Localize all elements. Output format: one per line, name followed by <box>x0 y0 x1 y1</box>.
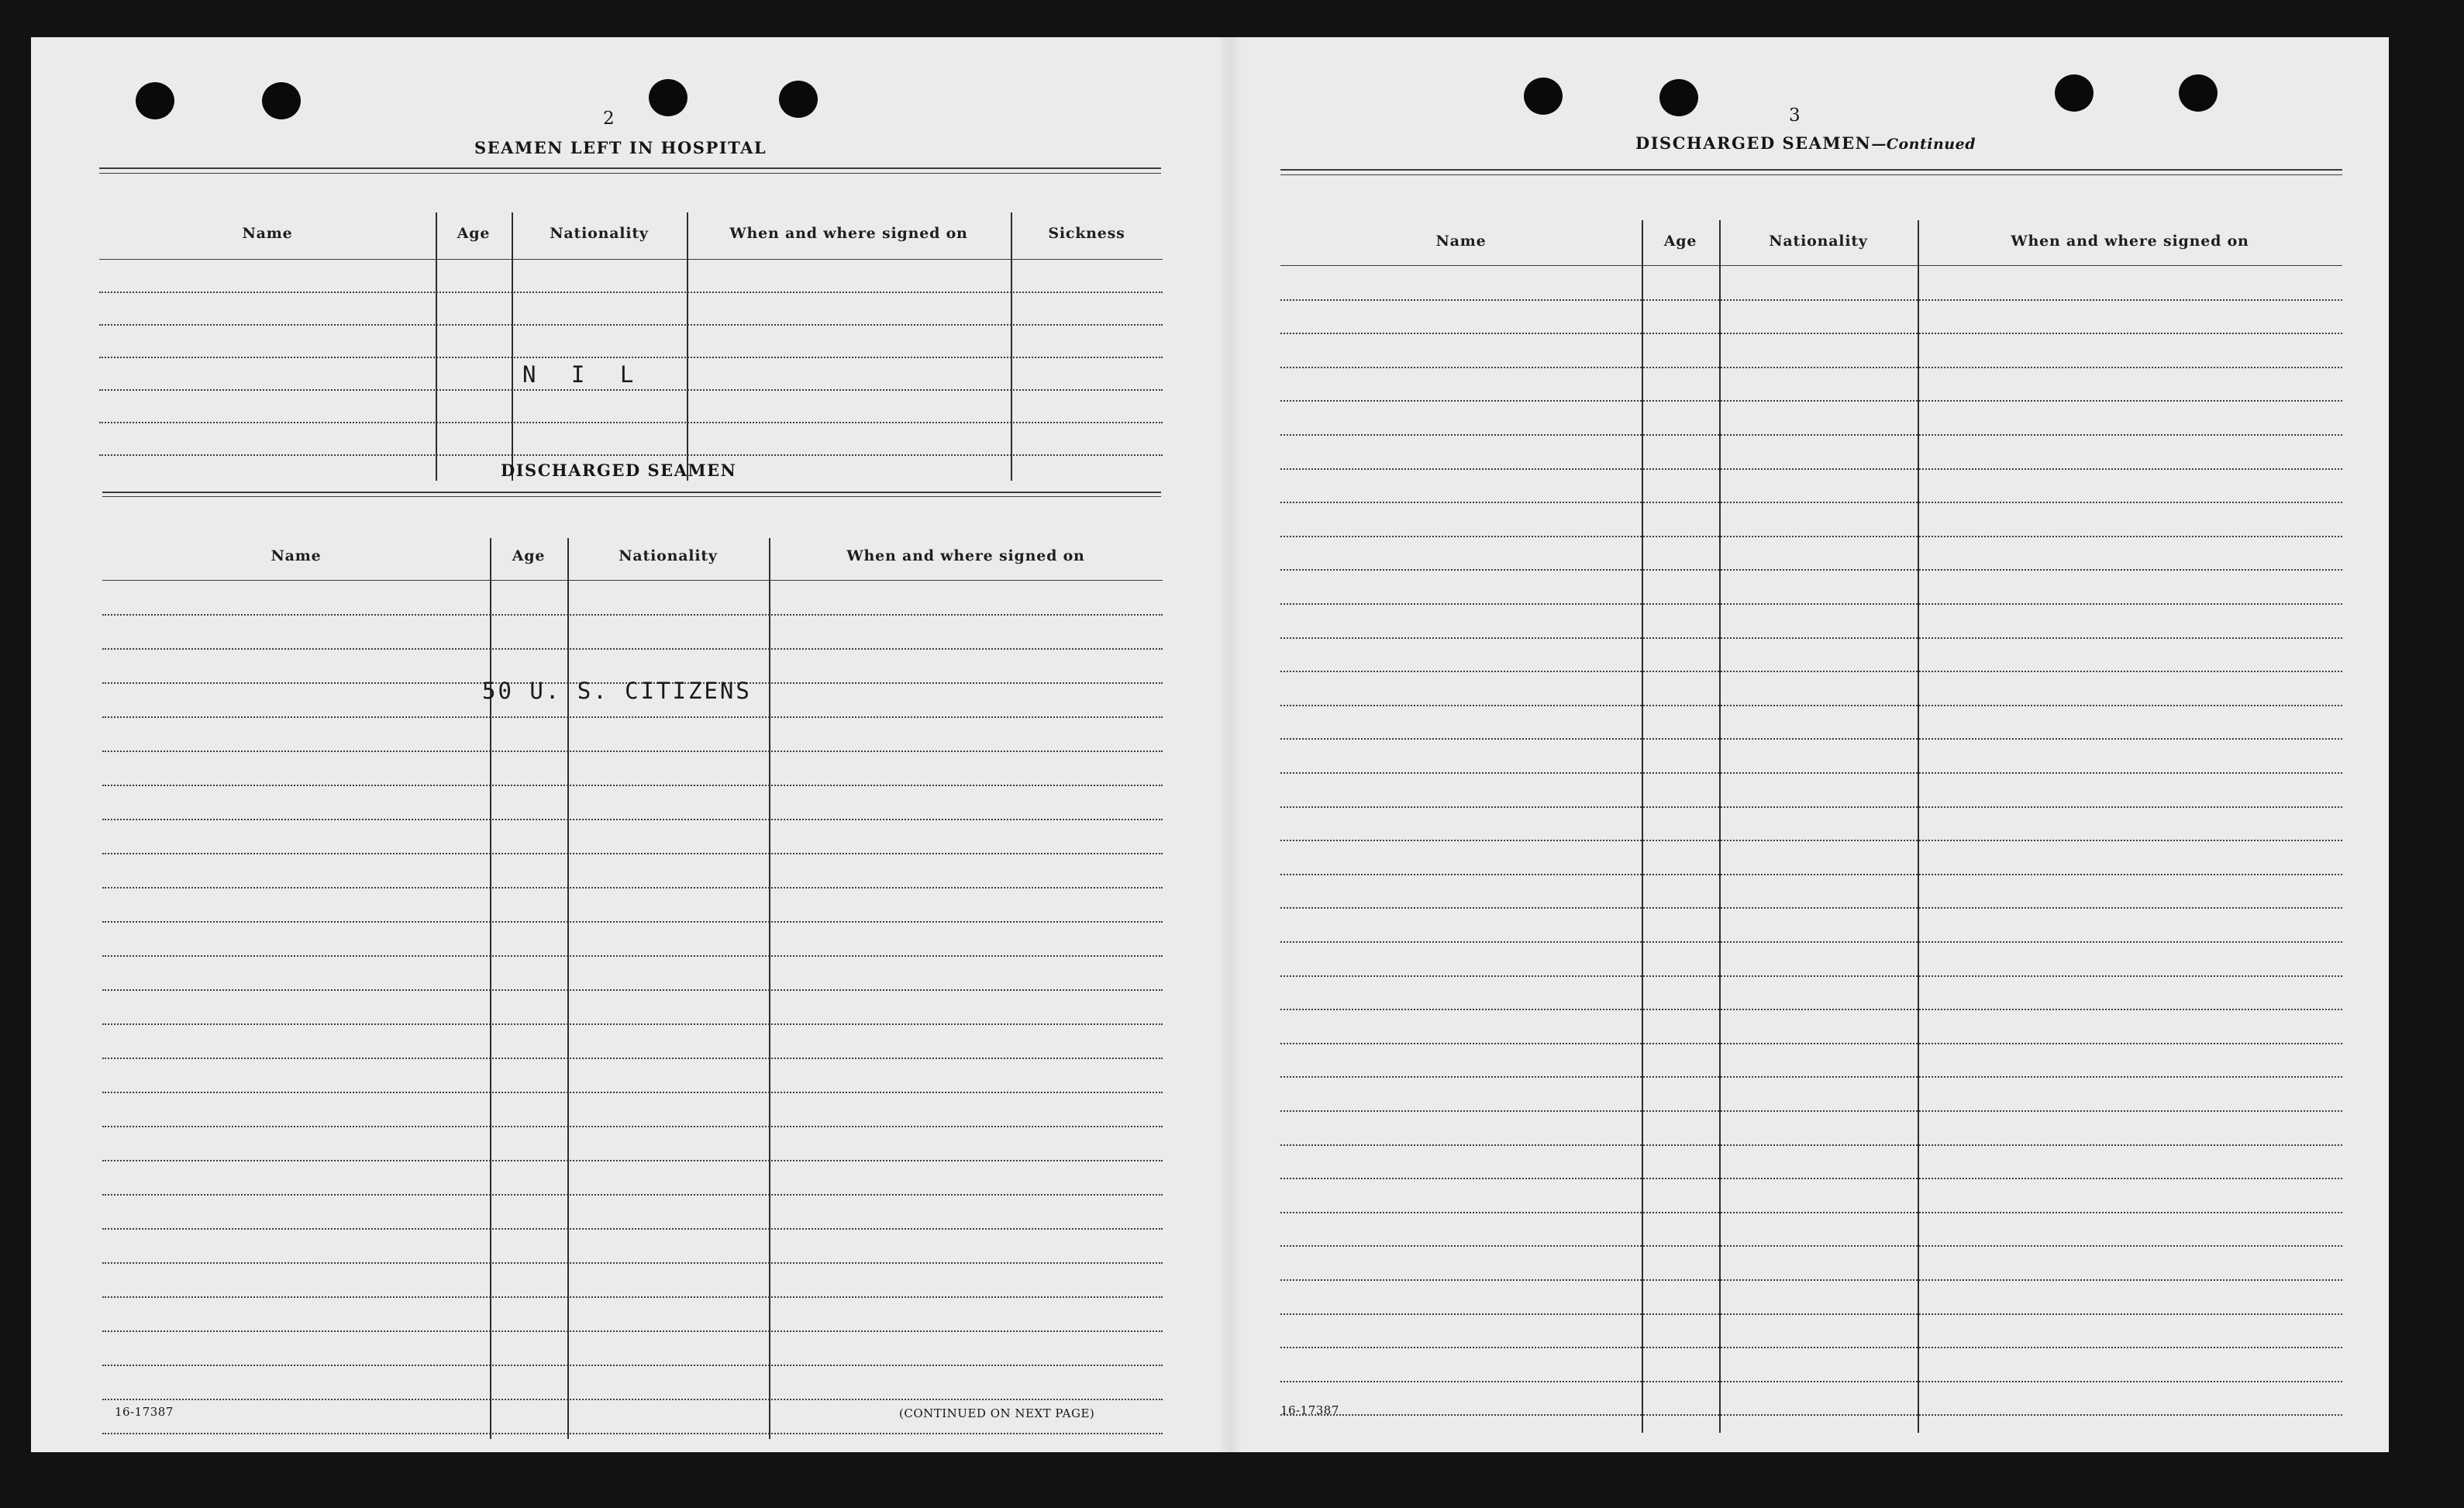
entry-line <box>1280 367 2342 368</box>
entry-line <box>1280 1110 2342 1112</box>
discharged-section-title: DISCHARGED SEAMEN <box>501 461 737 480</box>
entry-line <box>1280 333 2342 334</box>
entry-line <box>1280 840 2342 841</box>
section-title-suffix: —Continued <box>1871 136 1976 153</box>
page-number: 2 <box>603 109 615 129</box>
column-header: Age <box>457 225 491 242</box>
entry-line <box>1280 1347 2342 1348</box>
form-number: 16-17387 <box>115 1405 174 1419</box>
typed-entry-nil: N I L <box>522 361 645 388</box>
entry-line <box>1280 738 2342 740</box>
continued-note: (CONTINUED ON NEXT PAGE) <box>899 1406 1095 1420</box>
column-header: Sickness <box>1048 225 1125 242</box>
entry-line <box>1280 400 2342 402</box>
entry-line <box>1280 1144 2342 1146</box>
entry-line <box>1280 874 2342 875</box>
entry-line <box>1280 1076 2342 1078</box>
entry-line <box>1280 1178 2342 1179</box>
right-page <box>31 37 2389 1452</box>
header-rule <box>1280 174 2342 175</box>
header-rule <box>1280 169 2342 171</box>
entry-line <box>1280 434 2342 436</box>
column-divider <box>1918 220 1919 1433</box>
page-number: 3 <box>1789 105 1801 126</box>
entry-line <box>1280 536 2342 537</box>
column-divider <box>1642 220 1643 1433</box>
column-header: Nationality <box>619 547 718 564</box>
form-number: 16-17387 <box>1280 1403 1339 1417</box>
hospital-section-title: SEAMEN LEFT IN HOSPITAL <box>474 138 767 157</box>
document-sheet <box>31 37 2389 1452</box>
entry-line <box>1280 1414 2342 1416</box>
entry-line <box>1280 1043 2342 1044</box>
column-header: When and where signed on <box>729 225 968 242</box>
column-header: When and where signed on <box>846 547 1085 564</box>
entry-line <box>1280 569 2342 571</box>
typed-entry-citizens: 50 U. S. CITIZENS <box>482 678 752 704</box>
entry-line <box>1280 907 2342 909</box>
entry-line <box>1280 299 2342 301</box>
entry-line <box>1280 705 2342 706</box>
entry-line <box>1280 941 2342 943</box>
entry-line <box>1280 1009 2342 1010</box>
column-header: Nationality <box>550 225 649 242</box>
column-header: Name <box>271 547 322 564</box>
column-divider <box>1719 220 1721 1433</box>
entry-line <box>1280 637 2342 639</box>
entry-line <box>1280 1313 2342 1315</box>
entry-line <box>1280 1381 2342 1382</box>
entry-line <box>1280 806 2342 808</box>
section-title-text: DISCHARGED SEAMEN <box>1635 133 1872 153</box>
entry-line <box>1280 603 2342 605</box>
column-header: When and where signed on <box>2011 233 2249 250</box>
entry-line <box>1280 1245 2342 1247</box>
entry-line <box>1280 772 2342 774</box>
column-header: Name <box>242 225 293 242</box>
entry-line <box>1280 1279 2342 1281</box>
continued-section-title <box>1635 133 1976 153</box>
entry-line <box>1280 1212 2342 1213</box>
entry-line <box>1280 975 2342 977</box>
entry-line <box>1280 468 2342 470</box>
header-underline <box>1280 265 2342 266</box>
entry-line <box>1280 502 2342 503</box>
column-header: Name <box>1435 233 1487 250</box>
entry-line <box>1280 671 2342 672</box>
column-header: Age <box>512 547 546 564</box>
column-header: Age <box>1663 233 1697 250</box>
column-header: Nationality <box>1769 233 1868 250</box>
